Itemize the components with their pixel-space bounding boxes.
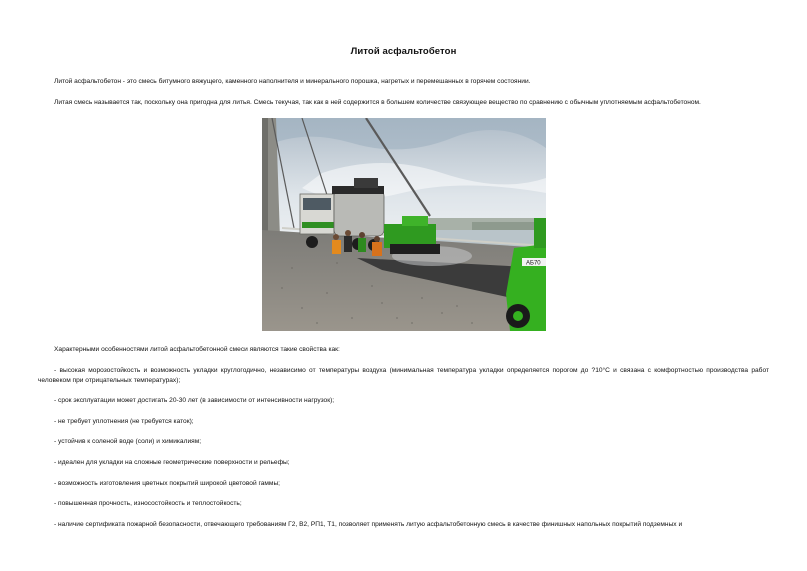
features-lead-text: Характерными особенностями литой асфальтобетонной смеси являются такие свойства как: [54, 346, 340, 353]
page-title: Литой асфальтобетон [350, 46, 457, 57]
feature-item-4 [38, 437, 769, 447]
feature-item-1-text: - высокая морозостойкость и возможность укладки круглогодично, независимо от температуры воздуха (минимальная температура укладки определяется порогом до ?10°С и связана с комфортностью производства работ человеком при отрицательных температурах); [38, 367, 769, 385]
feature-item-7-text: - повышенная прочность, износостойкость и теплостойкость; [54, 500, 242, 507]
asphalt-paving-photo [262, 118, 546, 331]
paving-scene-illustration [262, 118, 546, 331]
intro-paragraph-1 [38, 77, 769, 87]
intro-paragraph-2 [38, 98, 769, 108]
feature-item-2 [38, 396, 769, 406]
feature-item-5 [38, 458, 769, 468]
features-lead [38, 345, 769, 355]
intro-paragraph-1-text: Литой асфальтобетон - это смесь битумного вяжущего, каменного наполнителя и минерального порошка, нагретых и перемешанных в горячем состоянии. [54, 78, 531, 85]
feature-item-7 [38, 499, 769, 509]
feature-item-4-text: - устойчив к соленой воде (соли) и химикалиям; [54, 438, 202, 445]
feature-item-8-text: - наличие сертификата пожарной безопасности, отвечающего требованиям Г2, В2, РП1, Т1, позволяет применять литую асфальтобетонную смесь в качестве финишных напольных покрытий подземных и [54, 521, 683, 528]
feature-item-1 [38, 366, 769, 387]
feature-item-3-text: - не требует уплотнения (не требуется каток); [54, 418, 194, 425]
intro-paragraph-2-text: Литая смесь называется так, поскольку она пригодна для литья. Смесь текучая, так как в ней содержится в большем количестве связующее вещество по сравнению с обычным уплотняемым асфальтобетоном. [54, 99, 701, 106]
feature-item-5-text: - идеален для укладки на сложные геометрические поверхности и рельефы; [54, 459, 290, 466]
feature-item-8 [38, 520, 769, 530]
feature-item-6-text: - возможность изготовления цветных покрытий широкой цветовой гаммы; [54, 480, 281, 487]
feature-item-2-text: - срок эксплуатации может достигать 20-30 лет (в зависимости от интенсивности нагрузок); [54, 397, 335, 404]
feature-item-6 [38, 479, 769, 489]
machine-label: АБ70 [526, 260, 541, 267]
feature-item-3 [38, 417, 769, 427]
